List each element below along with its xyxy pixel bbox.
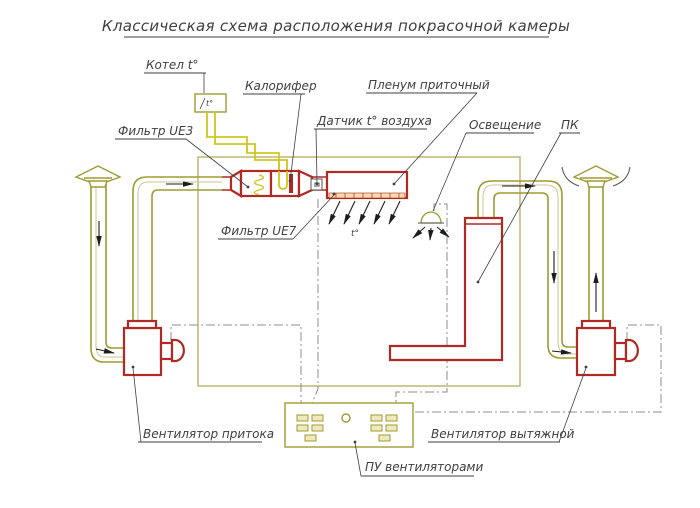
- panel-button: [297, 415, 308, 421]
- panel-button: [371, 425, 382, 431]
- label-fan-control-panel: ПУ вентиляторами: [365, 460, 484, 474]
- airflow-arrow-plenum: [389, 201, 400, 224]
- filter-ue7-strip: [329, 193, 405, 198]
- boiler-return-pipe: [215, 112, 287, 171]
- label-heater: Калорифер: [245, 79, 317, 93]
- label-filter-ue3: Фильтр UE3: [118, 124, 194, 138]
- page-title: Классическая схема расположения покрасочной камеры: [101, 17, 571, 35]
- exhaust-fan-motor: [615, 343, 626, 359]
- lamp-ray-arrow: [413, 227, 425, 238]
- label-supply-plenum: Пленум приточный: [368, 78, 490, 92]
- panel-button: [371, 415, 382, 421]
- leader-dot: [477, 281, 480, 284]
- lighting-lamp: [421, 212, 441, 223]
- sensor-wire: [309, 199, 318, 410]
- exhaust-stack-cap-base: [587, 181, 605, 187]
- label-paint-booth: ПК: [561, 118, 579, 132]
- supply-fan-wire: [171, 325, 301, 404]
- paint-booth-column: [390, 218, 502, 360]
- supply-duct-liner: [138, 182, 222, 328]
- panel-button: [297, 425, 308, 431]
- leader-dot: [289, 180, 292, 183]
- lamp-ray-arrow: [430, 228, 431, 240]
- heater-element: [289, 174, 293, 193]
- leader-dot: [247, 186, 250, 189]
- supply-fan: [124, 328, 161, 375]
- airflow-arrow-plenum: [329, 201, 340, 224]
- label-air-temp-sensor: Датчик t° воздуха: [317, 114, 432, 128]
- airflow-arrow-plenum: [374, 201, 385, 224]
- lamp-wire: [396, 204, 447, 411]
- airflow-arrow-plenum: [344, 201, 355, 224]
- label-boiler: Котел t°: [146, 58, 199, 72]
- heater-unit: [271, 171, 299, 196]
- panel-button: [305, 435, 316, 441]
- leader-dot: [316, 183, 318, 185]
- intake-stack-cap-base: [89, 181, 107, 187]
- panel-button: [312, 415, 323, 421]
- boiler-supply-pipe: [207, 112, 279, 171]
- airflow-arrow-plenum: [359, 201, 370, 224]
- exhaust-fan-flange: [582, 321, 610, 328]
- panel-button: [312, 425, 323, 431]
- airflow-arrow-into-supply-fan: [96, 349, 114, 353]
- assembly-reducer: [299, 171, 312, 196]
- intake-stack-liner: [96, 186, 124, 357]
- leader-dot: [354, 441, 357, 444]
- label-filter-ue7: Фильтр UE7: [221, 224, 297, 238]
- supply-duct-inner-wall: [152, 190, 222, 328]
- supply-fan-motor: [161, 343, 172, 359]
- exhaust-fan: [577, 328, 615, 375]
- label-lighting: Освещение: [469, 118, 542, 132]
- panel-indicator: [342, 414, 350, 422]
- leader-dot: [333, 193, 336, 196]
- label-booth-air-temp: t°: [351, 229, 360, 239]
- label-supply-fan: Вентилятор притока: [143, 427, 275, 441]
- panel-button: [386, 415, 397, 421]
- exhaust-fan-motor-cap: [626, 340, 638, 361]
- leader-dot: [393, 183, 396, 186]
- leader-dot: [585, 366, 588, 369]
- label-exhaust-fan: Вентилятор вытяжной: [431, 427, 575, 441]
- panel-button: [379, 435, 390, 441]
- supply-duct-outer-wall: [133, 177, 222, 328]
- supply-fan-motor-cap: [172, 340, 184, 361]
- panel-button: [386, 425, 397, 431]
- label-boiler-temp: t°: [206, 99, 214, 108]
- exhaust-duct-inner-wall: [494, 193, 577, 358]
- leader-dot: [132, 366, 135, 369]
- supply-fan-flange: [128, 321, 156, 328]
- exhaust-fan-wire: [414, 325, 661, 412]
- assembly-inlet-stub: [222, 177, 231, 190]
- intake-stack-inner-wall: [106, 184, 124, 348]
